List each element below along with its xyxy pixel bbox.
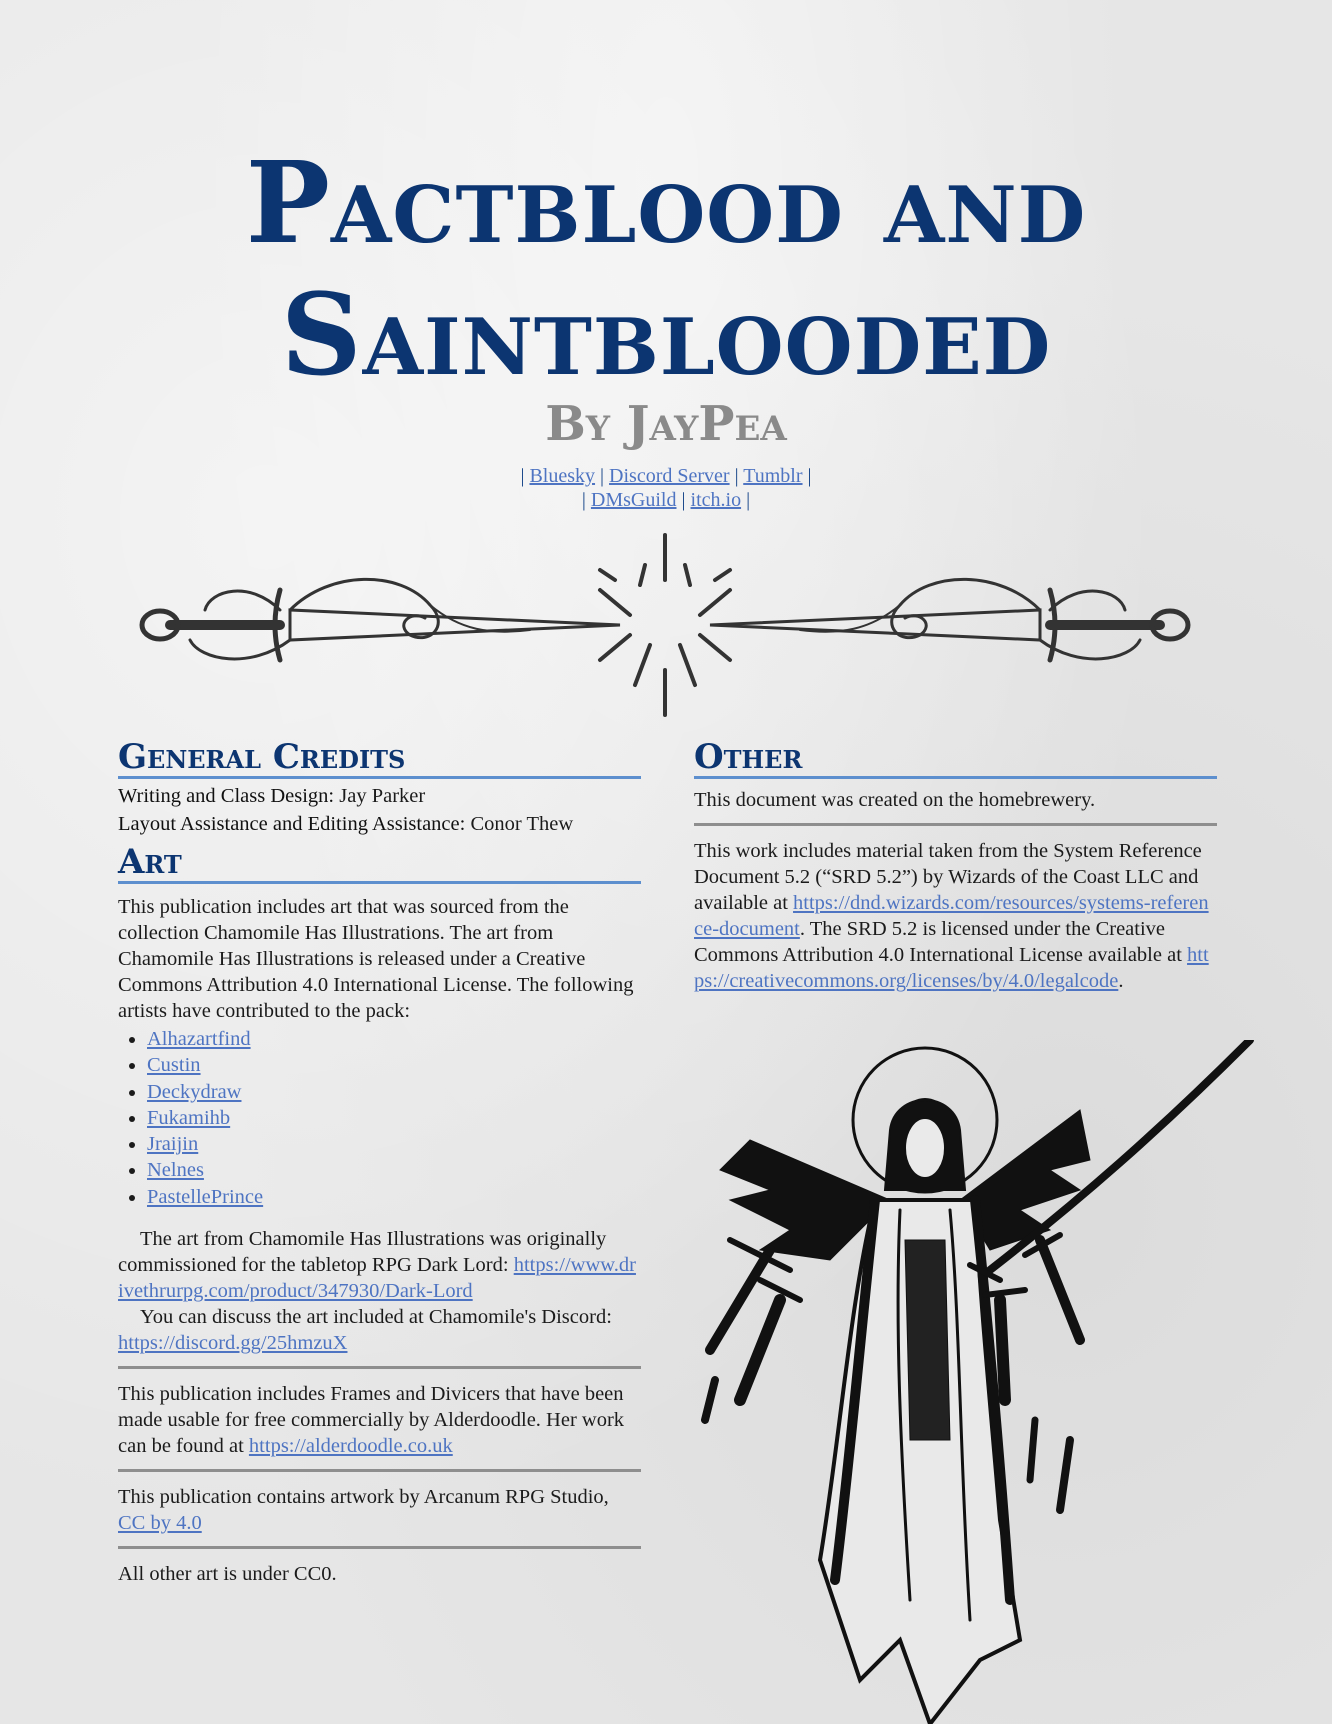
discuss-paragraph: You can discuss the art included at Chamomile's Discord: https://discord.gg/25hmzuX (118, 1306, 612, 1355)
alderdoodle-link[interactable]: https://alderdoodle.co.uk (248, 1435, 453, 1458)
artist-link[interactable]: Alhazartfind (147, 1028, 251, 1050)
section-divider (118, 1546, 641, 1549)
srd-paragraph: This work includes material taken from the System Reference Document 5.2 (“SRD 5.2”) by Wizards of the Coast LLC and available at https://dnd.wizards.com/resources/systems-reference-document. The SRD 5.2 is licensed under the Creative Commons Attribution 4.0 International License available at https://creativecommons.org/licenses/by/4.0/legalcode. (694, 840, 1209, 992)
cc-by-link[interactable]: CC by 4.0 (118, 1512, 202, 1535)
homebrewery-note: This document was created on the homebrewery. (694, 789, 1096, 811)
chamomile-discord-link[interactable]: https://discord.gg/25hmzuX (118, 1332, 348, 1355)
discord-server-link[interactable]: Discord Server (609, 465, 730, 487)
saint-illustration (660, 1040, 1280, 1724)
arcanum-paragraph: This publication contains artwork by Arcanum RPG Studio, CC by 4.0 (118, 1486, 609, 1535)
document-title (0, 138, 1332, 402)
artist-list (118, 1026, 641, 1210)
general-credits-heading: General Credits (118, 738, 641, 779)
other-art-paragraph: All other art is under CC0. (118, 1563, 337, 1586)
list-item (147, 1052, 641, 1078)
list-item (147, 1184, 641, 1210)
artist-link[interactable]: Jraijin (147, 1133, 199, 1156)
artist-link[interactable]: Fukamihb (147, 1106, 231, 1129)
social-links (0, 464, 1332, 512)
links-row-2: | DMsGuild | itch.io | (581, 489, 751, 511)
right-column (694, 738, 1217, 994)
section-divider (118, 1469, 641, 1472)
bluesky-link[interactable]: Bluesky (529, 465, 596, 487)
credit-layout-label: Layout Assistance and Editing Assistance: (118, 813, 466, 835)
dmsguild-link[interactable]: DMsGuild (590, 489, 677, 511)
artist-link[interactable]: PastellePrince (147, 1185, 264, 1208)
title-line-1: Pactblood and (245, 138, 1087, 269)
dark-lord-link[interactable]: https://www.drivethrurpg.com/product/347930/Dark-Lord (118, 1254, 636, 1303)
list-item (147, 1131, 641, 1157)
credit-layout-value: Conor Thew (465, 813, 574, 835)
links-row-1: | Bluesky | Discord Server | Tumblr | (520, 465, 812, 487)
section-divider (694, 823, 1217, 826)
artist-link[interactable]: Custin (147, 1054, 201, 1077)
credit-writing (118, 783, 641, 809)
cc-legalcode-link[interactable]: https://creativecommons.org/licenses/by/4.0/legalcode (694, 944, 1209, 992)
credit-layout (118, 811, 641, 837)
list-item (147, 1079, 641, 1105)
commission-paragraph: The art from Chamomile Has Illustrations was originally commissioned for the tabletop RPG Dark Lord: https://www.drivethrurpg.com/product/347930/Dark-Lord (118, 1228, 636, 1303)
tumblr-link[interactable]: Tumblr (743, 465, 803, 487)
author-byline: By JayPea (545, 396, 787, 452)
left-column (118, 738, 641, 1587)
list-item (147, 1026, 641, 1052)
sword-divider-ornament (130, 530, 1200, 720)
list-item (147, 1157, 641, 1183)
artist-link[interactable]: Nelnes (147, 1159, 204, 1182)
srd-link[interactable]: https://dnd.wizards.com/resources/systems-reference-document (694, 892, 1209, 940)
list-item (147, 1105, 641, 1131)
credit-writing-label: Writing and Class Design: (118, 785, 335, 807)
art-intro: This publication includes art that was sourced from the collection Chamomile Has Illustrations. The art from Chamomile Has Illustrations is released under a Creative Commons Attribution 4.0 International License. The following artists have contributed to the pack: (118, 896, 634, 1022)
frames-paragraph: This publication includes Frames and Divicers that have been made usable for free commercially by Alderdoodle. Her work can be found at https://alderdoodle.co.uk (118, 1383, 625, 1458)
art-heading: Art (118, 843, 641, 884)
itchio-link[interactable]: itch.io (690, 489, 742, 511)
other-heading: Other (694, 738, 1217, 779)
title-line-2: Saintblooded (280, 270, 1052, 401)
credit-writing-value: Jay Parker (334, 785, 426, 807)
section-divider (118, 1366, 641, 1369)
artist-link[interactable]: Deckydraw (147, 1080, 242, 1103)
